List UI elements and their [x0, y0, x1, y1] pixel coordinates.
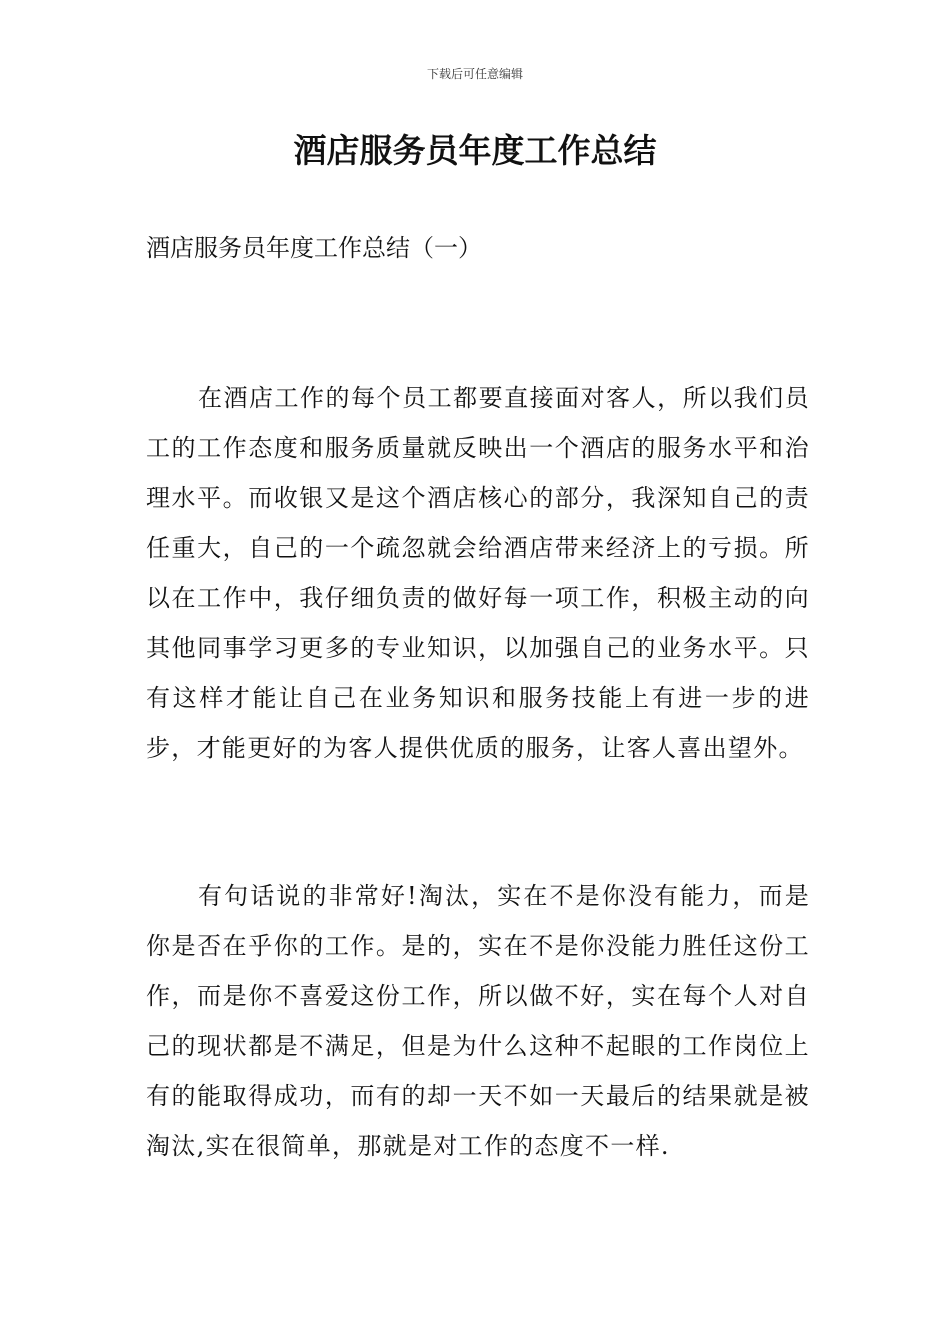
header-note: 下载后可任意编辑 [426, 67, 523, 81]
document-title: 酒店服务员年度工作总结 [293, 131, 657, 170]
paragraph-2: 有句话说的非常好!淘汰，实在不是你没有能力，而是你是否在乎你的工作。是的，实在不是你没能力胜任这份工作，而是你不喜爱这份工作，所以做不好，实在每个人对自己的现状都是不满足，但是为什么这种不起眼的工作岗位上有的能取得成功，而有的却一天不如一天最后的结果就是被淘汰,实在很简单，那就是对工作的态度不一样. [146, 882, 810, 1160]
section-subtitle: 酒店服务员年度工作总结（一） [146, 234, 482, 262]
paragraph-1: 在酒店工作的每个员工都要直接面对客人，所以我们员工的工作态度和服务质量就反映出一个酒店的服务水平和治理水平。而收银又是这个酒店核心的部分，我深知自己的责任重大，自己的一个疏忽就会给酒店带来经济上的亏损。所以在工作中，我仔细负责的做好每一项工作，积极主动的向其他同事学习更多的专业知识，以加强自己的业务水平。只有这样才能让自己在业务知识和服务技能上有进一步的进步，才能更好的为客人提供优质的服务，让客人喜出望外。 [146, 384, 810, 762]
